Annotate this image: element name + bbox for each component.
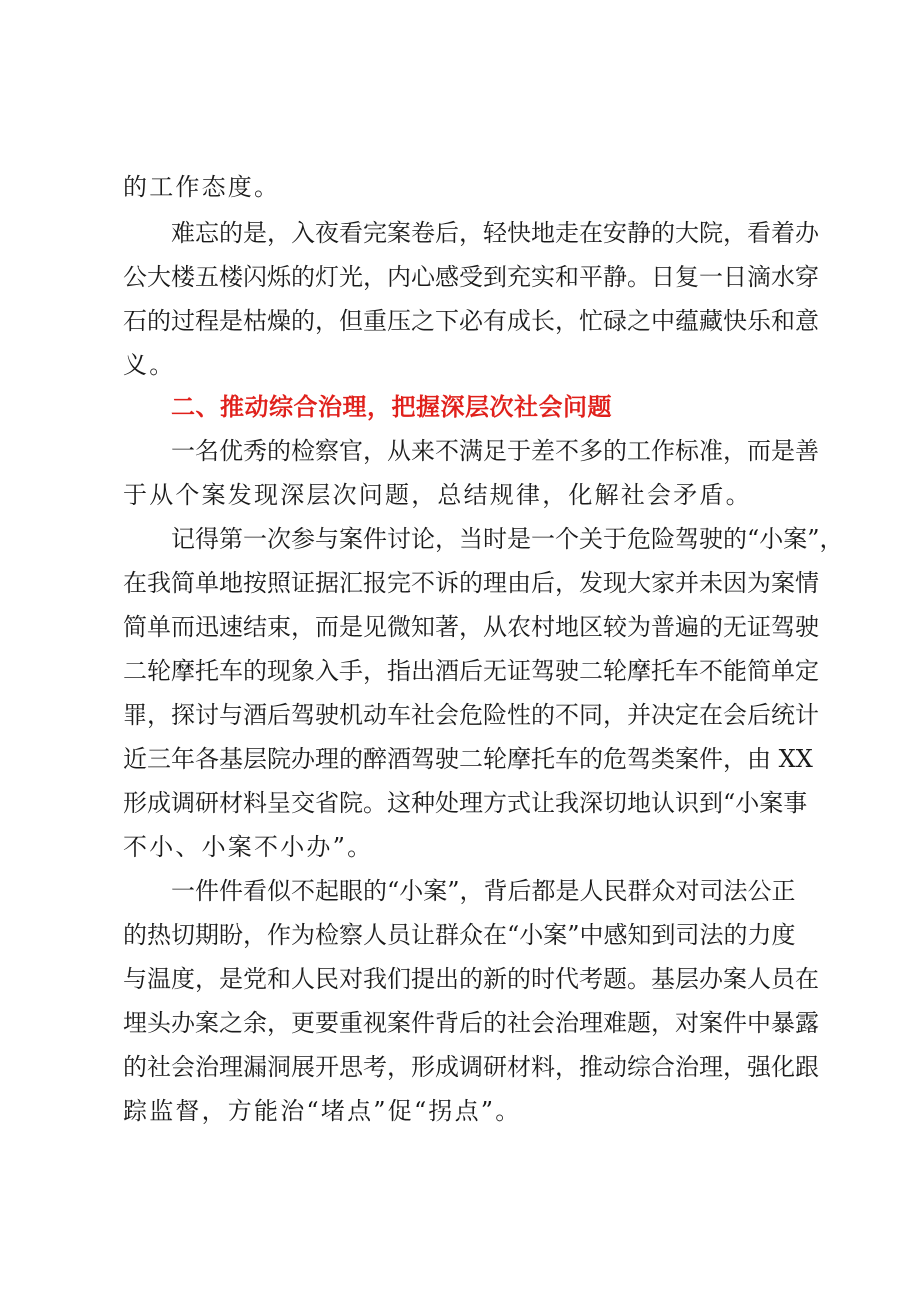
paragraph-line: 的社会治理漏洞展开思考，形成调研材料，推动综合治理，强化跟 — [123, 1053, 819, 1081]
paragraph-line: 难忘的是，入夜看完案卷后，轻快地走在安静的大院，看着办 — [171, 219, 819, 247]
paragraph-line: 不小、小案不小办”。 — [123, 833, 374, 861]
paragraph-line: 一名优秀的检察官，从来不满足于差不多的工作标准，而是善 — [171, 437, 819, 465]
paragraph-line: 的工作态度。 — [123, 173, 281, 201]
paragraph-line: 的热切期盼，作为检察人员让群众在“小案”中感知到司法的力度 — [123, 921, 796, 949]
paragraph-line: 与温度，是党和人民对我们提出的新的时代考题。基层办案人员在 — [123, 965, 819, 993]
paragraph-line: 罪，探讨与酒后驾驶机动车社会危险性的不同，并决定在会后统计 — [123, 701, 819, 729]
paragraph-line: 在我简单地按照证据汇报完不诉的理由后，发现大家并未因为案情 — [123, 569, 819, 597]
paragraph-line: 义。 — [123, 351, 176, 379]
paragraph-line: 石的过程是枯燥的，但重压之下必有成长，忙碌之中蕴藏快乐和意 — [123, 307, 819, 335]
paragraph-line: 简单而迅速结束，而是见微知著，从农村地区较为普遍的无证驾驶 — [123, 613, 819, 641]
paragraph-line: 踪监督，方能治“堵点”促“拐点”。 — [123, 1097, 522, 1125]
paragraph-line: 近三年各基层院办理的醉酒驾驶二轮摩托车的危驾类案件，由 XX — [123, 745, 813, 773]
section-heading: 二、推动综合治理，把握深层次社会问题 — [171, 393, 612, 421]
paragraph-line: 二轮摩托车的现象入手，指出酒后无证驾驶二轮摩托车不能简单定 — [123, 657, 819, 685]
paragraph-line: 形成调研材料呈交省院。这种处理方式让我深切地认识到“小案事 — [123, 789, 808, 817]
paragraph-line: 记得第一次参与案件讨论，当时是一个关于危险驾驶的“小案”， — [171, 525, 844, 553]
paragraph-line: 于从个案发现深层次问题，总结规律，化解社会矛盾。 — [123, 481, 752, 509]
paragraph-line: 埋头办案之余，更要重视案件背后的社会治理难题，对案件中暴露 — [123, 1009, 819, 1037]
paragraph-line: 公大楼五楼闪烁的灯光，内心感受到充实和平静。日复一日滴水穿 — [123, 263, 819, 291]
paragraph-line: 一件件看似不起眼的“小案”，背后都是人民群众对司法公正 — [171, 877, 796, 905]
